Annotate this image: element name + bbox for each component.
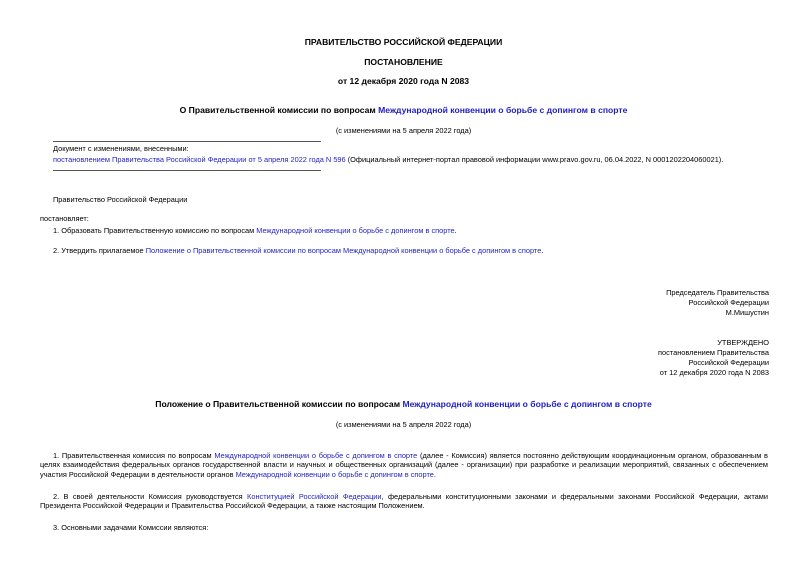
regulation-paragraph-3: 3. Основными задачами Комиссии являются: bbox=[53, 523, 209, 532]
item-2 bbox=[53, 246, 543, 255]
approved-line-1: УТВЕРЖДЕНО bbox=[717, 338, 769, 347]
regulation-title bbox=[0, 399, 807, 410]
item-1-end: . bbox=[454, 226, 457, 235]
amendment-note: (с изменениями на 5 апреля 2022 года) bbox=[335, 126, 472, 135]
government-rf: Правительство Российской Федерации bbox=[53, 195, 188, 204]
signature-line-2: Российской Федерации bbox=[688, 298, 769, 307]
document-title-text: О Правительственной комиссии по вопросам bbox=[179, 105, 379, 115]
regulation-paragraph-2 bbox=[40, 492, 768, 511]
regulation-link[interactable]: Положение о Правительственной комиссии по вопросам Международной конвенции о борьбе с допингом в спорте bbox=[145, 246, 542, 255]
changes-line bbox=[53, 155, 723, 164]
government-heading: ПРАВИТЕЛЬСТВО РОССИЙСКОЙ ФЕДЕРАЦИИ bbox=[304, 37, 503, 47]
approved-line-2: постановлением Правительства bbox=[658, 348, 769, 357]
item-1-convention-link[interactable]: Международной конвенции о борьбе с допингом в спорте bbox=[256, 226, 455, 235]
regulation-title-text: Положение о Правительственной комиссии по вопросам bbox=[155, 399, 403, 409]
p2-text: 2. В своей деятельности Комиссия руководствуется bbox=[53, 492, 248, 501]
approved-line-3: Российской Федерации bbox=[688, 358, 769, 367]
document-title bbox=[0, 105, 807, 116]
p1-convention-link-2[interactable]: Международной конвенции о борьбе с допингом в спорте bbox=[235, 469, 434, 479]
item-1-text: 1. Образовать Правительственную комиссию по вопросам bbox=[53, 226, 257, 235]
divider-top bbox=[53, 141, 321, 142]
document-date-number: от 12 декабря 2020 года N 2083 bbox=[337, 76, 470, 86]
p2-text-end: , федеральными конституционными законами и федеральными законами Российской Федерации, актами Президента Российской Федерации и Правительства Российской Федерации, а также настоящим Положением. bbox=[40, 492, 768, 511]
amending-decree-link[interactable]: постановлением Правительства Российской Федерации от 5 апреля 2022 года N 596 bbox=[53, 155, 346, 164]
p1-convention-link[interactable]: Международной конвенции о борьбе с допингом в спорте bbox=[214, 451, 418, 460]
signature-name: М.Мишустин bbox=[725, 308, 769, 317]
regulation-amendment-note: (с изменениями на 5 апреля 2022 года) bbox=[335, 420, 472, 429]
item-1 bbox=[53, 226, 457, 235]
item-2-text: 2. Утвердить прилагаемое bbox=[53, 246, 146, 255]
convention-link[interactable]: Международной конвенции о борьбе с допингом в спорте bbox=[378, 105, 628, 115]
divider-bottom bbox=[53, 170, 321, 171]
document-type: ПОСТАНОВЛЕНИЕ bbox=[364, 57, 443, 67]
changes-label: Документ с изменениями, внесенными: bbox=[53, 144, 189, 153]
p1-text: 1. Правительственная комиссия по вопросам bbox=[53, 451, 215, 460]
regulation-paragraph-1 bbox=[40, 451, 768, 479]
p1-end: . bbox=[433, 469, 436, 479]
p1-text-mid: (далее - Комиссия) является постоянно действующим координационным органом, образованным в целях взаимодействия федеральных органов государственной власти и научных и общественных организаций (далее - организации) при разработке и реализации мероприятий, связанных с обеспечением участия Российской Федерации в деятельности органов bbox=[40, 451, 768, 479]
changes-source-text: (Официальный интернет-портал правовой информации www.pravo.gov.ru, 06.04.2022, N 0001202204060021). bbox=[345, 155, 724, 164]
constitution-link[interactable]: Конституцией Российской Федерации bbox=[247, 492, 382, 501]
item-2-end: . bbox=[541, 246, 544, 255]
regulation-convention-link[interactable]: Международной конвенции о борьбе с допингом в спорте bbox=[402, 399, 652, 409]
approved-line-4: от 12 декабря 2020 года N 2083 bbox=[659, 368, 769, 377]
decrees-word: постановляет: bbox=[40, 214, 89, 223]
signature-line-1: Председатель Правительства bbox=[666, 288, 769, 297]
